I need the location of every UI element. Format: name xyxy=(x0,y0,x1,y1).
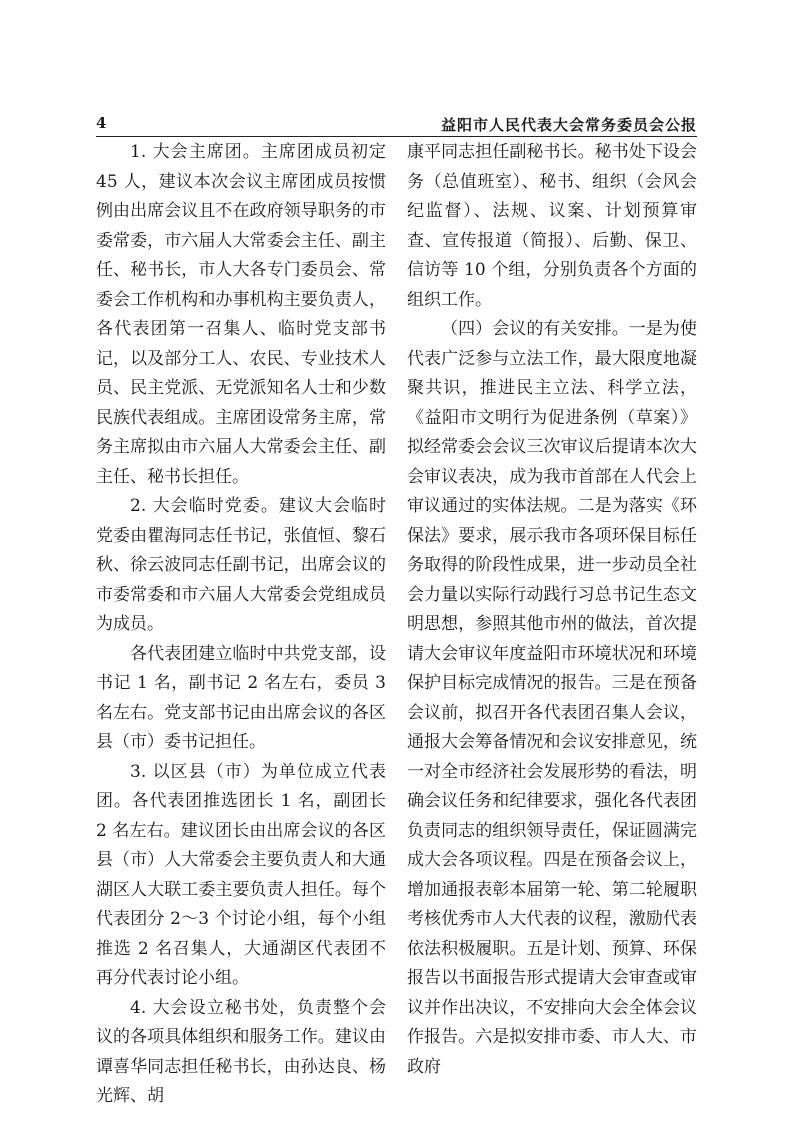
paragraph-party-branches: 各代表团建立临时中共党支部，设书记 1 名，副书记 2 名左右，委员 3 名左右。党支部书记由出席会议的各区县（市）委书记担任。 xyxy=(96,643,386,752)
paragraph-secretariat: 4. 大会设立秘书处，负责整个会议的各项具体组织和服务工作。建议由谭喜华同志担任秘书长，由孙达良、杨光辉、胡 xyxy=(96,997,386,1106)
page-number: 4 xyxy=(96,114,107,132)
paragraph-temporary-party-committee: 2. 大会临时党委。建议大会临时党委由瞿海同志任书记，张值恒、黎石秋、徐云波同志任副书记，出席会议的市委常委和市六届人大常委会党组成员为成员。 xyxy=(96,496,386,634)
paragraph-meeting-arrangements: （四）会议的有关安排。一是为使代表广泛参与立法工作，最大限度地凝聚共识，推进民主立法、科学立法，《益阳市文明行为促进条例（草案）》拟经常委会会议三次审议后提请本次大会审议表决，成为我市首部在人代会上审议通过的实体法规。二是为落实《环保法》要求，展示我市各项环保目标任务取得的阶段性成果，进一步动员全社会力量以实际行动践行习总书记生态文明思想，参照其他市州的做法，首次提请大会审议年度益阳市环境状况和环境保护目标完成情况的报告。三是在预备会议前，拟召开各代表团召集人会议，通报大会筹备情况和会议安排意见，统一对全市经济社会发展形势的看法，明确会议任务和纪律要求，强化各代表团负责同志的组织领导责任，保证圆满完成大会各项议程。四是在预备会议上，增加通报表彰本届第一轮、第二轮履职考核优秀市人大代表的议程，激励代表依法积极履职。五是计划、预算、环保报告以书面报告形式提请大会审查或审议并作出决议，不安排向大会全体会议作报告。六是拟安排市委、市人大、市政府 xyxy=(407,319,697,1077)
header-rule xyxy=(96,136,697,137)
paragraph-presidium: 1. 大会主席团。主席团成员初定 45 人，建议本次会议主席团成员按惯例由出席会议且不在政府领导职务的市委常委，市六届人大常委会主任、副主任、秘书长，市人大各专门委员会、常委会工作机构和办事机构主要负责人，各代表团第一召集人、临时党支部书记，以及部分工人、农民、专业技术人员、民主党派、无党派知名人士和少数民族代表组成。主席团设常务主席，常务主席拟由市六届人大常委会主任、副主任、秘书长担任。 xyxy=(96,142,386,487)
paragraph-delegations: 3. 以区县（市）为单位成立代表团。各代表团推选团长 1 名，副团长 2 名左右。建议团长由出席会议的各区县（市）人大常委会主要负责人和大通湖区人大联工委主要负责人担任。每个代表团分 2～3 个讨论小组，每个小组推选 2 名召集人，大通湖区代表团不再分代表讨论小组。 xyxy=(96,761,386,988)
paragraph-secretariat-continued: 康平同志担任副秘书长。秘书处下设会务（总值班室）、秘书、组织（会风会纪监督）、法规、议案、计划预算审查、宣传报道（简报）、后勤、保卫、信访等 10 个组，分别负责各个方面的组织工作。 xyxy=(407,142,697,310)
right-column xyxy=(407,138,697,1082)
left-column xyxy=(96,138,386,1112)
header-title: 益阳市人民代表大会常务委员会公报 xyxy=(440,116,697,134)
